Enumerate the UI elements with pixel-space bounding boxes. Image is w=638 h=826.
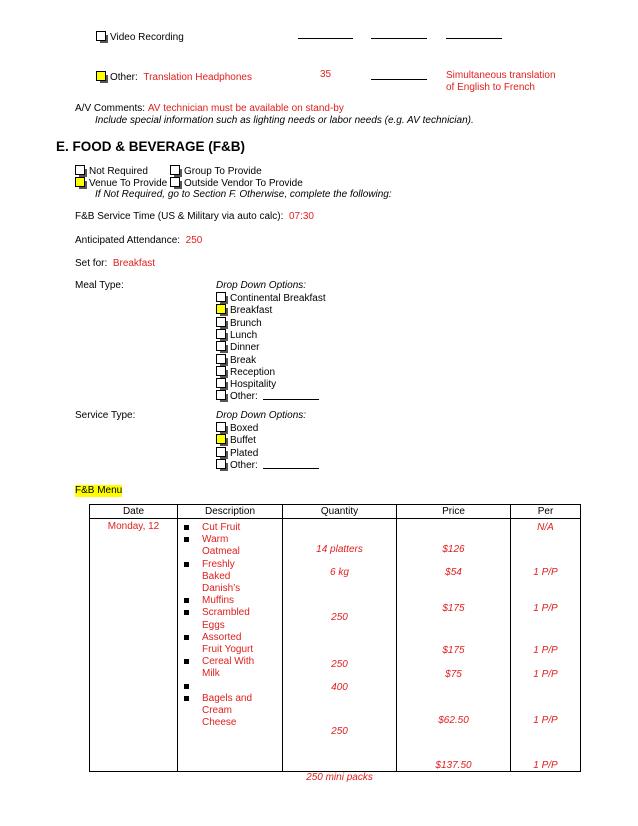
service-type-option-checkbox[interactable] xyxy=(216,447,226,457)
service-type-option-checkbox[interactable] xyxy=(216,422,226,432)
meal-dropdown-title: Drop Down Options: xyxy=(216,280,307,291)
price-value: $175 xyxy=(442,645,465,656)
meal-type-option-checkbox[interactable] xyxy=(216,317,226,327)
price-value: $75 xyxy=(445,669,462,680)
per-value: 1 P/P xyxy=(533,645,558,656)
meal-type-option[interactable] xyxy=(216,292,326,305)
meal-type-option-checkbox[interactable] xyxy=(216,341,226,351)
price-cell xyxy=(397,519,511,772)
video-recording-row xyxy=(96,31,184,44)
video-price-blank[interactable] xyxy=(371,29,427,39)
service-type-option-label: Buffet xyxy=(230,435,256,447)
meal-type-option-label: Break xyxy=(230,354,257,366)
attendance-row xyxy=(75,235,202,247)
service-type-option-label: Plated xyxy=(230,447,259,459)
service-dropdown-title: Drop Down Options: xyxy=(216,410,307,421)
meal-type-option-label: Dinner xyxy=(230,342,260,354)
price-value: $175 xyxy=(442,603,465,614)
venue-to-provide-checkbox[interactable] xyxy=(75,177,85,187)
quantity-value: 250 xyxy=(331,726,348,737)
list-item: Cereal With xyxy=(178,656,282,668)
av-other-qty: 35 xyxy=(319,69,332,80)
meal-type-option[interactable] xyxy=(216,390,319,403)
service-type-label: Service Type: xyxy=(75,410,136,421)
av-other-note-line2: of English to French xyxy=(446,82,535,93)
meal-type-option-checkbox[interactable] xyxy=(216,366,226,376)
list-item: Freshly xyxy=(178,559,282,571)
per-value: 1 P/P xyxy=(533,669,558,680)
meal-type-option-label: Lunch xyxy=(230,329,258,341)
set-for-label: Set for: xyxy=(75,258,108,269)
av-other-checkbox[interactable] xyxy=(96,71,106,81)
quantity-value: 250 xyxy=(331,612,348,623)
service-time-row xyxy=(75,211,314,223)
quantity-cell xyxy=(283,519,397,783)
meal-type-option[interactable] xyxy=(216,329,257,342)
description-cell xyxy=(178,519,283,772)
av-comments-hint: Include special information such as lighting needs or labor needs (e.g. AV technician). xyxy=(95,115,474,126)
service-type-option[interactable] xyxy=(216,459,319,472)
price-value: $126 xyxy=(442,544,465,555)
meal-type-other-blank[interactable] xyxy=(263,390,319,400)
list-item: Warm xyxy=(178,534,282,546)
venue-to-provide-label: Venue To Provide xyxy=(89,178,168,189)
service-type-option[interactable] xyxy=(216,434,256,447)
list-item: Muffins xyxy=(178,595,282,607)
price-value: $54 xyxy=(445,567,462,578)
meal-type-option[interactable] xyxy=(216,317,262,330)
outside-vendor-label: Outside Vendor To Provide xyxy=(184,178,303,189)
per-value: 1 P/P xyxy=(533,715,558,726)
not-required-label: Not Required xyxy=(89,166,148,177)
price-value: $137.50 xyxy=(435,760,472,771)
menu-label: F&B Menu xyxy=(75,485,123,496)
quantity-value: 250 mini packs xyxy=(306,772,373,783)
meal-type-option-checkbox[interactable] xyxy=(216,378,226,388)
description-list xyxy=(178,519,282,729)
group-to-provide-checkbox[interactable] xyxy=(170,165,180,175)
list-item: Cut Fruit xyxy=(178,522,282,534)
meal-type-option-label: Other: xyxy=(230,391,258,403)
group-to-provide-label: Group To Provide xyxy=(184,166,262,177)
meal-type-option-checkbox[interactable] xyxy=(216,390,226,400)
list-item: Oatmeal xyxy=(202,546,240,558)
service-type-option[interactable] xyxy=(216,447,258,460)
outside-vendor-checkbox[interactable] xyxy=(170,177,180,187)
meal-type-option[interactable] xyxy=(216,304,272,317)
attendance-label: Anticipated Attendance: xyxy=(75,235,181,246)
header-description: Description xyxy=(178,505,283,519)
service-type-other-blank[interactable] xyxy=(263,459,319,469)
per-value: N/A xyxy=(537,522,554,533)
av-other-note-line1: Simultaneous translation xyxy=(446,70,556,81)
list-item: Scrambled xyxy=(178,607,282,619)
meal-type-label: Meal Type: xyxy=(75,280,124,291)
list-item: Danish’s xyxy=(202,583,241,595)
list-item: Milk xyxy=(202,668,220,680)
service-type-option-label: Boxed xyxy=(230,423,259,434)
av-other-value: Translation Headphones xyxy=(143,72,252,83)
quantity-value: 6 kg xyxy=(330,567,349,578)
av-other-label: Other: xyxy=(110,72,138,83)
per-value: 1 P/P xyxy=(533,603,558,614)
per-cell xyxy=(511,519,581,772)
list-item: Eggs xyxy=(202,619,225,631)
av-comments-value: AV technician must be available on stand-by xyxy=(147,103,344,114)
quantity-value: 400 xyxy=(331,682,348,693)
list-item: Cream xyxy=(202,705,233,717)
date-value: Monday, 12 xyxy=(107,521,160,532)
video-recording-label: Video Recording xyxy=(110,32,184,43)
list-item xyxy=(178,681,282,693)
quantity-value: 250 xyxy=(331,659,348,670)
service-type-option-checkbox[interactable] xyxy=(216,434,226,444)
list-item: Baked xyxy=(202,570,231,582)
video-recording-checkbox[interactable] xyxy=(96,31,106,41)
list-item: Fruit Yogurt xyxy=(202,644,254,656)
table-header-row xyxy=(90,505,581,519)
meal-type-option-checkbox[interactable] xyxy=(216,329,226,339)
per-value: 1 P/P xyxy=(533,567,558,578)
meal-type-option-label: Breakfast xyxy=(230,305,273,317)
set-for-value[interactable]: Breakfast xyxy=(112,258,156,269)
service-type-option-checkbox[interactable] xyxy=(216,459,226,469)
set-for-row xyxy=(75,258,155,270)
av-comments-row xyxy=(75,103,344,115)
service-time-value[interactable]: 07:30 xyxy=(288,211,314,222)
meal-type-option-checkbox[interactable] xyxy=(216,354,226,364)
price-value: $62.50 xyxy=(438,715,469,726)
not-required-checkbox[interactable] xyxy=(75,165,85,175)
meal-type-option-checkbox[interactable] xyxy=(216,292,226,302)
av-comments-label: A/V Comments: xyxy=(75,103,146,114)
list-item: Bagels and xyxy=(178,693,282,705)
meal-type-option[interactable] xyxy=(216,341,259,354)
header-quantity: Quantity xyxy=(283,505,397,519)
service-time-label: F&B Service Time (US & Military via auto calc): xyxy=(75,211,284,222)
list-item: Assorted xyxy=(178,632,282,644)
meal-type-option-label: Reception xyxy=(230,366,276,378)
video-notes-blank[interactable] xyxy=(446,29,502,39)
service-type-option[interactable] xyxy=(216,422,258,435)
header-per: Per xyxy=(511,505,581,519)
attendance-value[interactable]: 250 xyxy=(185,235,203,246)
table-row xyxy=(90,519,581,772)
meal-type-option-label: Hospitality xyxy=(230,379,277,391)
meal-type-option[interactable] xyxy=(216,366,275,379)
service-type-option-label: Other: xyxy=(230,459,258,471)
meal-type-option-label: Continental Breakfast xyxy=(230,293,326,304)
fb-menu-table xyxy=(89,504,581,783)
video-qty-blank[interactable] xyxy=(298,29,353,39)
header-price: Price xyxy=(397,505,511,519)
section-instruction: If Not Required, go to Section F. Otherwise, complete the following: xyxy=(95,189,392,200)
header-date: Date xyxy=(90,505,178,519)
meal-type-option[interactable] xyxy=(216,354,256,367)
quantity-value: 14 platters xyxy=(316,544,363,555)
list-item: Cheese xyxy=(202,717,237,729)
per-value: 1 P/P xyxy=(533,760,558,771)
date-cell xyxy=(90,519,178,772)
meal-type-option-label: Brunch xyxy=(230,317,262,329)
meal-type-option-checkbox[interactable] xyxy=(216,304,226,314)
av-other-row xyxy=(96,71,252,84)
av-other-price-blank[interactable] xyxy=(371,70,427,80)
section-title: E. FOOD & BEVERAGE (F&B) xyxy=(56,139,246,154)
meal-type-option[interactable] xyxy=(216,378,276,391)
